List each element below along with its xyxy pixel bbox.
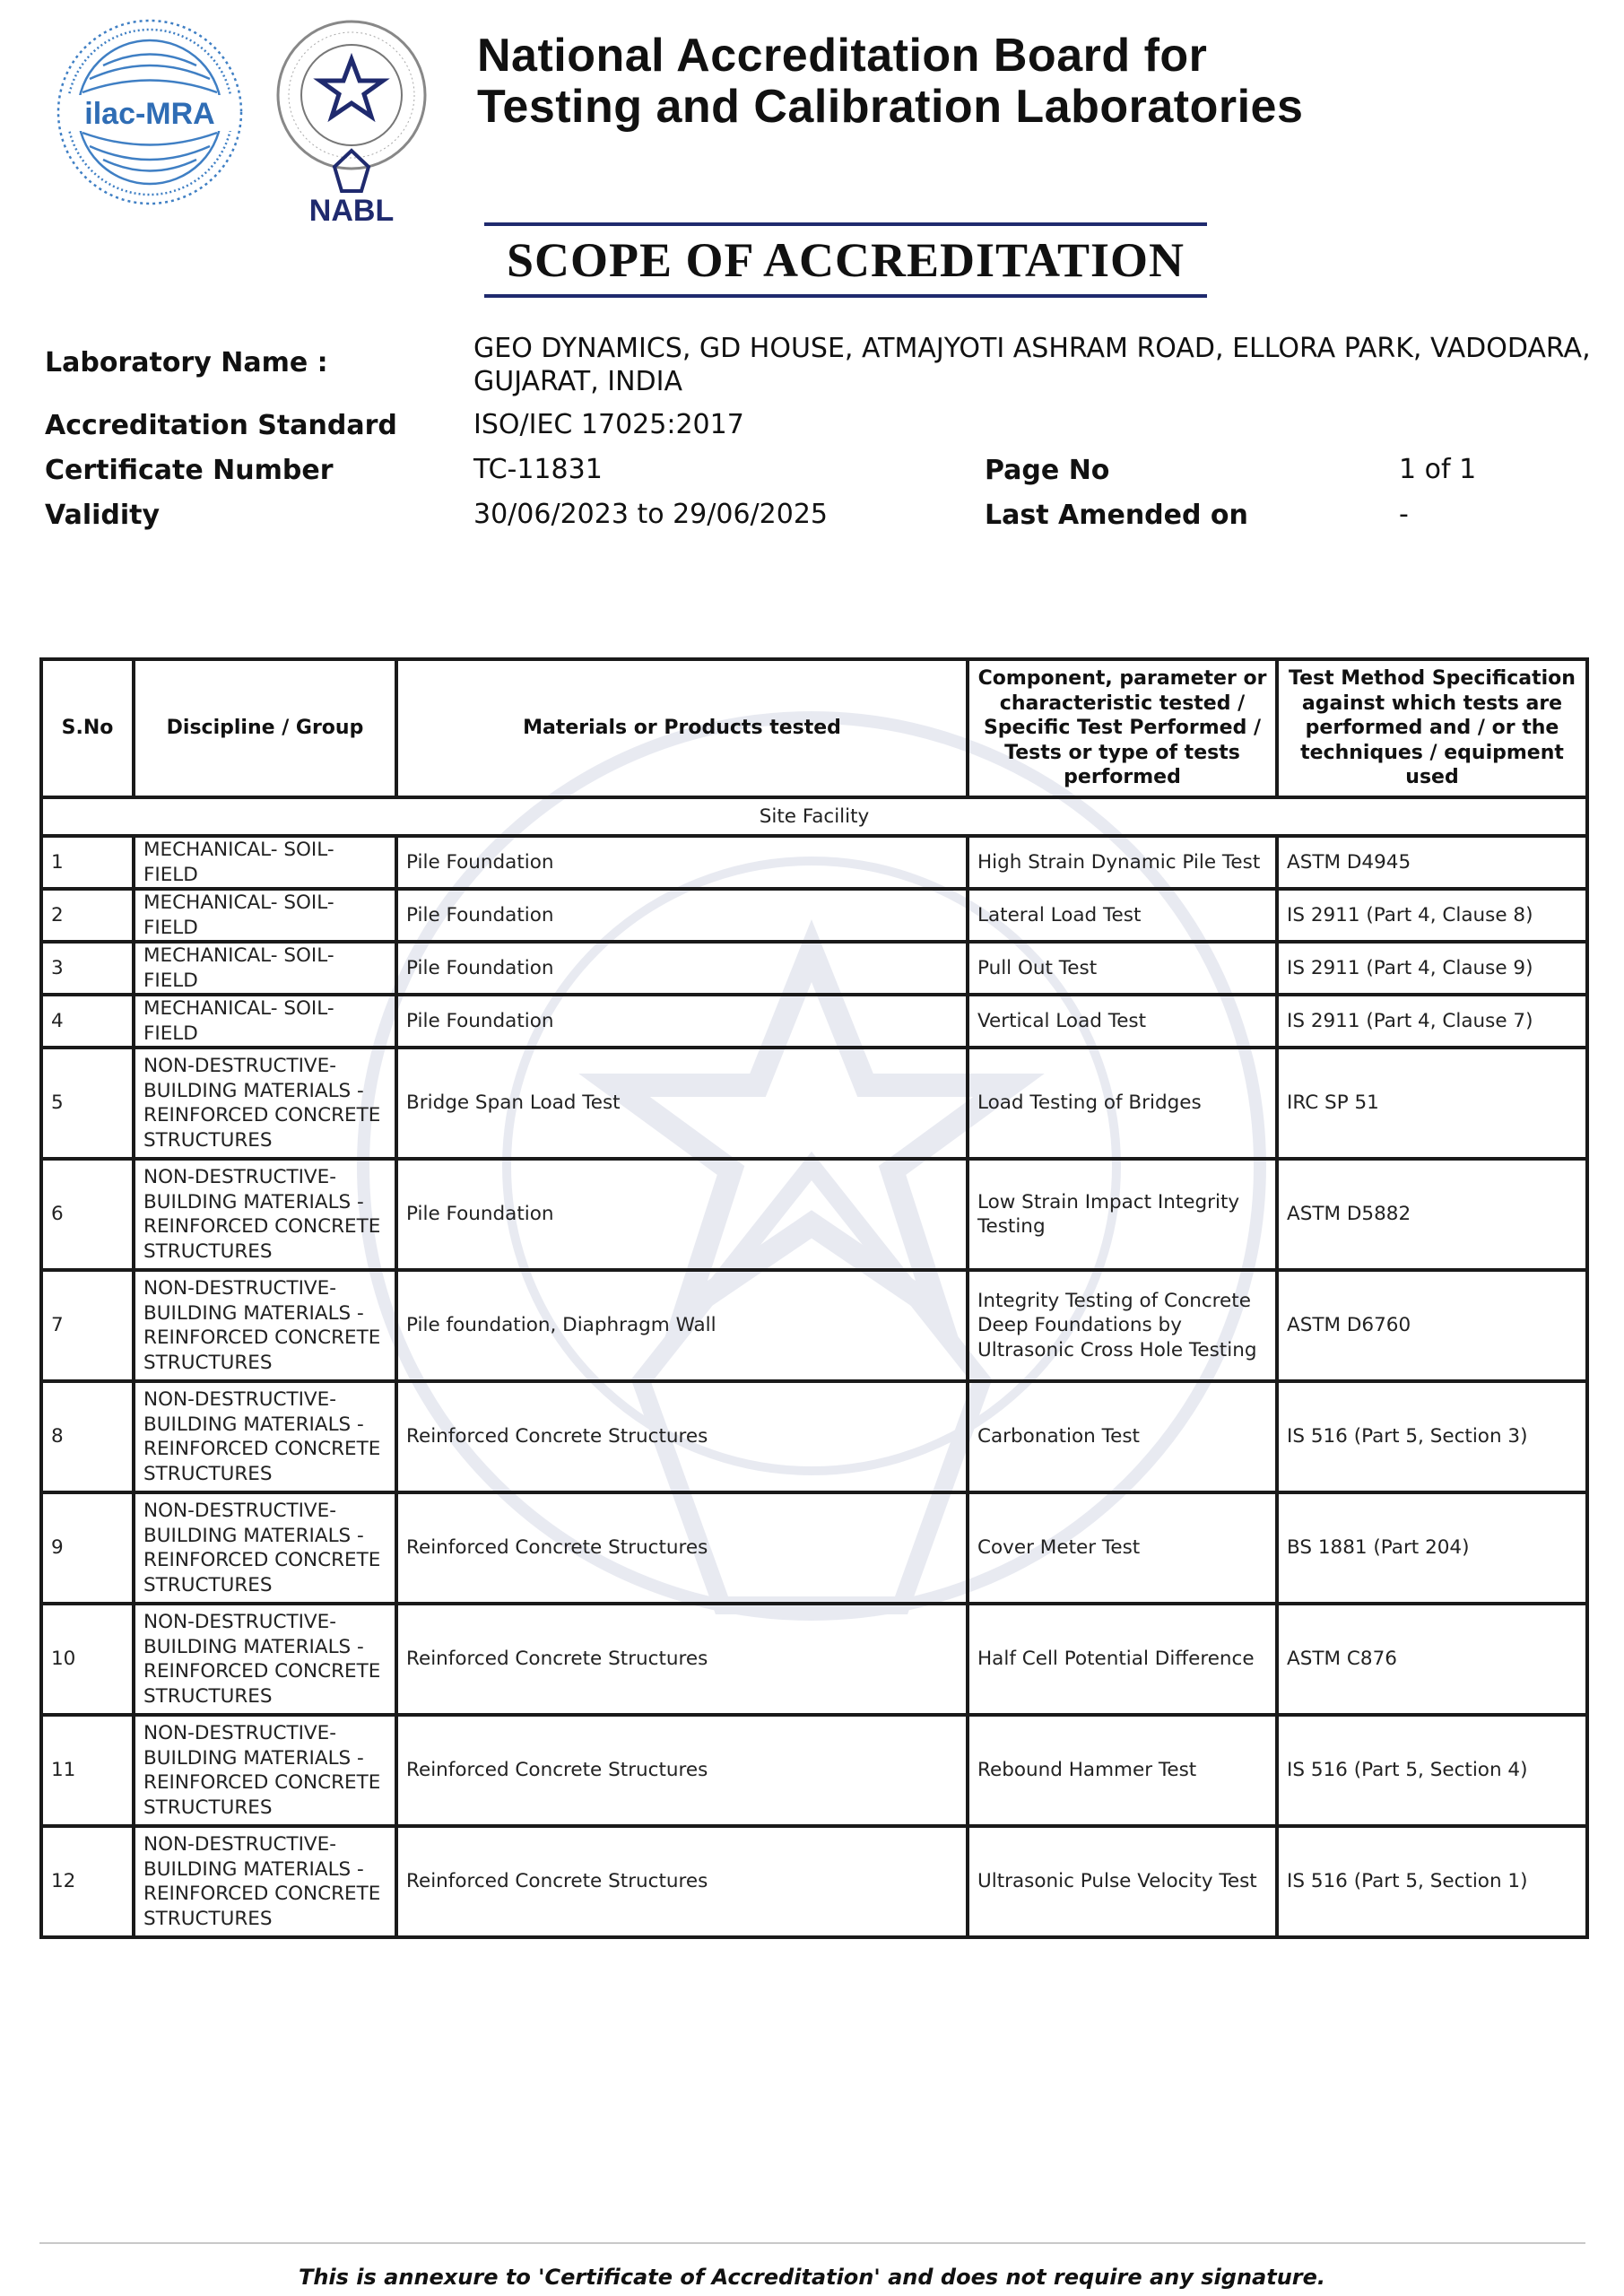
lab-name-line1: GEO DYNAMICS, GD HOUSE, ATMAJYOTI ASHRAM ROAD, ELLORA PARK, VADODARA,	[473, 333, 1591, 364]
cell-method: IS 516 (Part 5, Section 1)	[1277, 1826, 1587, 1937]
cell-material: Pile Foundation	[396, 836, 968, 889]
organization-name-line1: National Accreditation Board for	[477, 30, 1208, 82]
table-row	[41, 942, 1587, 995]
organization-name	[477, 30, 1303, 133]
cell-sno: 1	[41, 836, 134, 889]
cell-material: Pile foundation, Diaphragm Wall	[396, 1270, 968, 1381]
cell-material: Reinforced Concrete Structures	[396, 1715, 968, 1826]
cell-discipline: NON-DESTRUCTIVE- BUILDING MATERIALS - REINFORCED CONCRETE STRUCTURES	[134, 1048, 396, 1159]
cell-test: Ultrasonic Pulse Velocity Test	[968, 1826, 1277, 1937]
cell-test: Cover Meter Test	[968, 1492, 1277, 1604]
page-label: Page No	[985, 455, 1110, 486]
table-header-row	[41, 659, 1587, 797]
certificate-label: Certificate Number	[45, 455, 334, 486]
amended-value: -	[1399, 499, 1409, 530]
nabl-logo-text: NABL	[308, 194, 395, 224]
cell-sno: 2	[41, 889, 134, 942]
table-row	[41, 836, 1587, 889]
cell-test: Lateral Load Test	[968, 889, 1277, 942]
table-row	[41, 1604, 1587, 1715]
cell-test: Rebound Hammer Test	[968, 1715, 1277, 1826]
table-row	[41, 1270, 1587, 1381]
organization-name-line2: Testing and Calibration Laboratories	[477, 81, 1304, 133]
cell-sno: 8	[41, 1381, 134, 1492]
header-sno: S.No	[41, 659, 134, 797]
table-row	[41, 1381, 1587, 1492]
cell-material: Reinforced Concrete Structures	[396, 1381, 968, 1492]
document-title: SCOPE OF ACCREDITATION	[506, 233, 1185, 287]
cell-material: Bridge Span Load Test	[396, 1048, 968, 1159]
cell-sno: 12	[41, 1826, 134, 1937]
cell-method: ASTM D4945	[1277, 836, 1587, 889]
site-facility-cell: Site Facility	[41, 797, 1587, 836]
cell-test: Carbonation Test	[968, 1381, 1277, 1492]
cell-test: Half Cell Potential Difference	[968, 1604, 1277, 1715]
table-row	[41, 1048, 1587, 1159]
cell-material: Pile Foundation	[396, 942, 968, 995]
certificate-value: TC-11831	[473, 454, 603, 485]
cell-sno: 6	[41, 1159, 134, 1270]
cell-test: Integrity Testing of Concrete Deep Foundations by Ultrasonic Cross Hole Testing	[968, 1270, 1277, 1381]
cell-discipline: NON-DESTRUCTIVE- BUILDING MATERIALS - REINFORCED CONCRETE STRUCTURES	[134, 1715, 396, 1826]
footer-divider	[39, 2242, 1585, 2244]
document-title-block	[484, 222, 1207, 298]
amended-label: Last Amended on	[985, 500, 1248, 531]
cell-discipline: NON-DESTRUCTIVE- BUILDING MATERIALS - REINFORCED CONCRETE STRUCTURES	[134, 1492, 396, 1604]
cell-method: IS 2911 (Part 4, Clause 7)	[1277, 995, 1587, 1048]
cell-test: High Strain Dynamic Pile Test	[968, 836, 1277, 889]
lab-name-value	[473, 332, 1591, 398]
table-row	[41, 995, 1587, 1048]
cell-discipline: MECHANICAL- SOIL- FIELD	[134, 995, 396, 1048]
cell-method: IS 2911 (Part 4, Clause 8)	[1277, 889, 1587, 942]
lab-name-line2: GUJARAT, INDIA	[473, 366, 683, 397]
cell-method: IS 516 (Part 5, Section 4)	[1277, 1715, 1587, 1826]
header-discipline: Discipline / Group	[134, 659, 396, 797]
page-value: 1 of 1	[1399, 454, 1477, 485]
header-component: Component, parameter or characteristic tested / Specific Test Performed / Tests or type of tests performed	[968, 659, 1277, 797]
cell-discipline: NON-DESTRUCTIVE- BUILDING MATERIALS - REINFORCED CONCRETE STRUCTURES	[134, 1270, 396, 1381]
nabl-logo	[274, 16, 430, 224]
cell-discipline: NON-DESTRUCTIVE- BUILDING MATERIALS - REINFORCED CONCRETE STRUCTURES	[134, 1159, 396, 1270]
table-row	[41, 889, 1587, 942]
cell-sno: 11	[41, 1715, 134, 1826]
cell-sno: 10	[41, 1604, 134, 1715]
cell-material: Pile Foundation	[396, 889, 968, 942]
cell-sno: 7	[41, 1270, 134, 1381]
title-bottom-rule	[484, 294, 1207, 298]
cell-sno: 5	[41, 1048, 134, 1159]
cell-discipline: NON-DESTRUCTIVE- BUILDING MATERIALS - REINFORCED CONCRETE STRUCTURES	[134, 1604, 396, 1715]
standard-value: ISO/IEC 17025:2017	[473, 409, 744, 440]
cell-method: ASTM D6760	[1277, 1270, 1587, 1381]
cell-material: Pile Foundation	[396, 995, 968, 1048]
cell-method: ASTM D5882	[1277, 1159, 1587, 1270]
cell-discipline: MECHANICAL- SOIL- FIELD	[134, 889, 396, 942]
cell-sno: 9	[41, 1492, 134, 1604]
validity-value: 30/06/2023 to 29/06/2025	[473, 499, 829, 530]
lab-name-label: Laboratory Name :	[45, 347, 328, 378]
cell-test: Load Testing of Bridges	[968, 1048, 1277, 1159]
table-row	[41, 1715, 1587, 1826]
cell-method: ASTM C876	[1277, 1604, 1587, 1715]
table-row	[41, 1159, 1587, 1270]
cell-method: BS 1881 (Part 204)	[1277, 1492, 1587, 1604]
cell-sno: 4	[41, 995, 134, 1048]
validity-label: Validity	[45, 500, 161, 531]
cell-discipline: MECHANICAL- SOIL- FIELD	[134, 836, 396, 889]
footer-note: This is annexure to 'Certificate of Accreditation' and does not require any signature.	[298, 2265, 1326, 2290]
table-row	[41, 1492, 1587, 1604]
cell-test: Low Strain Impact Integrity Testing	[968, 1159, 1277, 1270]
standard-label: Accreditation Standard	[45, 410, 397, 441]
cell-sno: 3	[41, 942, 134, 995]
cell-material: Reinforced Concrete Structures	[396, 1826, 968, 1937]
cell-test: Vertical Load Test	[968, 995, 1277, 1048]
scope-table	[39, 657, 1589, 1939]
cell-discipline: MECHANICAL- SOIL- FIELD	[134, 942, 396, 995]
cell-method: IS 2911 (Part 4, Clause 9)	[1277, 942, 1587, 995]
header-test-method: Test Method Specification against which tests are performed and / or the techniques / equipment used	[1277, 659, 1587, 797]
ilac-logo-text: ilac-MRA	[84, 97, 215, 131]
table-row	[41, 1826, 1587, 1937]
cell-material: Reinforced Concrete Structures	[396, 1604, 968, 1715]
cell-method: IS 516 (Part 5, Section 3)	[1277, 1381, 1587, 1492]
cell-material: Pile Foundation	[396, 1159, 968, 1270]
cell-test: Pull Out Test	[968, 942, 1277, 995]
cell-discipline: NON-DESTRUCTIVE- BUILDING MATERIALS - REINFORCED CONCRETE STRUCTURES	[134, 1826, 396, 1937]
cell-discipline: NON-DESTRUCTIVE- BUILDING MATERIALS - REINFORCED CONCRETE STRUCTURES	[134, 1381, 396, 1492]
cell-method: IRC SP 51	[1277, 1048, 1587, 1159]
header-materials: Materials or Products tested	[396, 659, 968, 797]
ilac-mra-logo	[54, 16, 247, 209]
cell-material: Reinforced Concrete Structures	[396, 1492, 968, 1604]
site-facility-row	[41, 797, 1587, 836]
